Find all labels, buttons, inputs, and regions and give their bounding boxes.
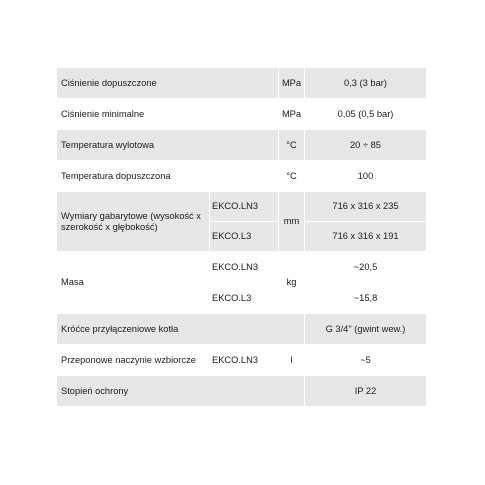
row-value: 716 x 316 x 235 — [305, 192, 427, 222]
row-unit: MPa — [279, 68, 305, 99]
row-label: Ciśnienie minimalne — [57, 99, 279, 130]
row-model: EKCO.LN3 — [210, 345, 279, 376]
row-label: Króćce przyłączeniowe kotła — [57, 314, 305, 345]
table-row — [57, 192, 427, 222]
row-unit: mm — [279, 192, 305, 252]
table-row — [57, 161, 427, 192]
row-model: EKCO.L3 — [210, 222, 279, 252]
row-unit: kg — [279, 252, 305, 314]
row-model: EKCO.L3 — [210, 283, 279, 314]
row-unit: MPa — [279, 99, 305, 130]
row-unit: °C — [279, 161, 305, 192]
row-value: IP 22 — [305, 376, 427, 407]
row-label: Ciśnienie dopuszczone — [57, 68, 279, 99]
row-value: ~15,8 — [305, 283, 427, 314]
row-label: Przeponowe naczynie wzbiorcze — [57, 345, 210, 376]
row-label: Wymiary gabarytowe (wysokość x szerokość x głębokość) — [57, 192, 210, 252]
table-row — [57, 345, 427, 376]
specification-table — [56, 67, 427, 407]
row-model: EKCO.LN3 — [210, 192, 279, 222]
row-unit: °C — [279, 130, 305, 161]
row-value: G 3/4" (gwint wew.) — [305, 314, 427, 345]
row-value: 0,3 (3 bar) — [305, 68, 427, 99]
table-row — [57, 252, 427, 283]
table-row — [57, 314, 427, 345]
row-value: 100 — [305, 161, 427, 192]
table-row — [57, 99, 427, 130]
table-row — [57, 376, 427, 407]
row-value: ~20,5 — [305, 252, 427, 283]
row-label: Temperatura wylotowa — [57, 130, 279, 161]
row-label: Temperatura dopuszczona — [57, 161, 279, 192]
row-value: 20 ÷ 85 — [305, 130, 427, 161]
row-label: Masa — [57, 252, 210, 314]
row-model: EKCO.LN3 — [210, 252, 279, 283]
table-row — [57, 130, 427, 161]
row-label: Stopień ochrony — [57, 376, 305, 407]
table-row — [57, 68, 427, 99]
row-unit: l — [279, 345, 305, 376]
row-value: ~5 — [305, 345, 427, 376]
row-value: 0,05 (0,5 bar) — [305, 99, 427, 130]
row-value: 716 x 316 x 191 — [305, 222, 427, 252]
